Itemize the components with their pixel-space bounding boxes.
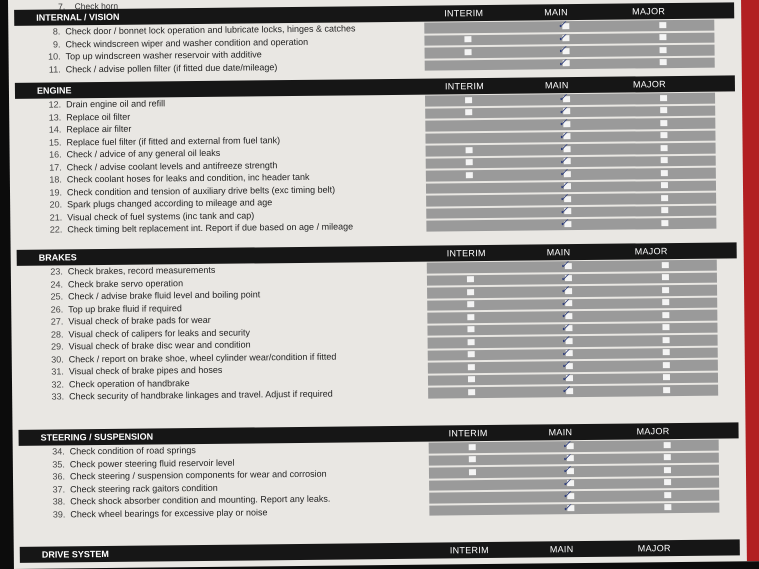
tick-mark-icon: ✓	[559, 271, 570, 284]
section-title: STEERING / SUSPENSION	[40, 431, 154, 443]
tick-mark-icon: ✓	[561, 384, 571, 397]
item-number: 32.	[51, 378, 65, 390]
tick-mark-icon: ✓	[562, 501, 572, 514]
section-header	[20, 539, 740, 563]
tick-mark-icon: ✓	[559, 204, 569, 217]
item-label: Check operation of handbrake	[68, 377, 190, 389]
item-number: 14.	[48, 124, 62, 135]
item-number: 19.	[49, 186, 63, 198]
column-header-interim: INTERIM	[449, 544, 489, 556]
section-title: INTERNAL / VISION	[36, 11, 120, 23]
item-label: Visual check of brake pipes and hoses	[68, 364, 223, 377]
column-header-main: MAIN	[544, 7, 568, 18]
item-label: Check condition of road springs	[69, 445, 196, 457]
major-checkbox[interactable]	[661, 157, 668, 163]
top-item-num: 7.	[58, 1, 66, 12]
item-label: Replace air filter	[66, 123, 132, 135]
item-number: 26.	[50, 303, 64, 315]
interim-checkbox[interactable]	[469, 456, 476, 462]
top-item-label: Check horn	[74, 0, 119, 12]
item-number: 13.	[48, 111, 62, 123]
tick-mark-icon: ✓	[558, 167, 569, 180]
major-checkbox[interactable]	[664, 467, 671, 473]
item-number: 21.	[49, 211, 63, 223]
item-number: 22.	[49, 224, 63, 235]
item-number: 30.	[51, 353, 64, 365]
interim-checkbox[interactable]	[466, 159, 473, 165]
item-number: 15.	[48, 136, 62, 148]
item-number: 12.	[48, 99, 62, 110]
interim-checkbox[interactable]	[465, 109, 472, 115]
item-label: Drain engine oil and refill	[66, 98, 166, 110]
column-header-major: MAJOR	[634, 246, 668, 257]
interim-checkbox[interactable]	[465, 97, 472, 103]
section-title: BRAKES	[38, 252, 77, 263]
major-checkbox[interactable]	[663, 362, 670, 368]
section-3	[19, 422, 740, 521]
item-label: Check power steering fluid reservoir level	[69, 457, 235, 469]
item-label: Check / advice of any general oil leaks	[66, 147, 221, 160]
item-number: 33.	[51, 391, 65, 402]
tick-mark-icon: ✓	[562, 476, 572, 489]
interim-checkbox[interactable]	[469, 469, 476, 475]
interim-checkbox[interactable]	[468, 389, 475, 395]
section-title: ENGINE	[36, 85, 72, 96]
item-label: Check / advise coolant levels and antifreeze strength	[66, 159, 278, 172]
item-label: Check wheel bearings for excessive play or noise	[70, 506, 268, 519]
major-checkbox[interactable]	[662, 299, 669, 305]
major-checkbox[interactable]	[661, 220, 668, 226]
tick-mark-icon: ✓	[559, 217, 569, 230]
section-title: DRIVE SYSTEM	[41, 548, 109, 560]
tick-mark-icon: ✓	[560, 321, 570, 334]
column-header-major: MAJOR	[637, 543, 671, 554]
major-checkbox[interactable]	[662, 324, 669, 330]
interim-checkbox[interactable]	[468, 339, 475, 345]
tick-mark-icon: ✓	[560, 284, 570, 297]
item-label: Check brake servo operation	[67, 277, 184, 289]
major-checkbox[interactable]	[663, 337, 670, 343]
item-number: 28.	[50, 328, 64, 340]
item-label: Visual check of fuel systems (inc tank and cap)	[67, 209, 255, 222]
major-checkbox[interactable]	[661, 170, 668, 176]
major-checkbox[interactable]	[662, 287, 669, 293]
item-label: Check condition and tension of auxiliary drive belts (exc timing belt)	[66, 184, 336, 197]
tick-mark-icon: ✓	[557, 92, 568, 105]
major-checkbox[interactable]	[660, 107, 667, 113]
item-label: Check / advise brake fluid level and boiling point	[68, 289, 261, 302]
tick-mark-icon: ✓	[558, 154, 568, 167]
major-checkbox[interactable]	[661, 145, 668, 151]
item-number: 8.	[52, 26, 61, 37]
item-label: Check steering rack gaitors condition	[70, 482, 218, 494]
section-2	[17, 242, 739, 403]
interim-checkbox[interactable]	[464, 36, 471, 42]
major-checkbox[interactable]	[659, 34, 666, 40]
major-checkbox[interactable]	[659, 22, 666, 28]
item-label: Check coolant hoses for leaks and condition, inc header tank	[66, 171, 310, 185]
service-checklist-sheet	[8, 0, 759, 569]
column-header-interim: INTERIM	[444, 8, 484, 19]
tick-mark-icon: ✓	[558, 142, 568, 155]
tick-mark-icon: ✓	[561, 451, 572, 464]
interim-checkbox[interactable]	[468, 376, 475, 382]
item-number: 18.	[49, 174, 62, 185]
item-label: Check brakes, record measurements	[67, 264, 216, 277]
item-number: 16.	[49, 149, 62, 160]
tick-mark-icon: ✓	[559, 259, 570, 272]
item-number: 24.	[50, 278, 64, 290]
item-number: 25.	[50, 291, 64, 302]
item-number: 9.	[52, 38, 61, 50]
interim-checkbox[interactable]	[466, 172, 473, 178]
major-checkbox[interactable]	[661, 207, 668, 213]
item-label: Top up brake fluid if required	[68, 302, 182, 314]
red-page-edge	[741, 0, 759, 561]
column-header-major: MAJOR	[636, 426, 670, 437]
item-label: Visual check of calipers for leaks and security	[68, 326, 250, 339]
item-number: 31.	[51, 366, 64, 377]
major-checkbox[interactable]	[663, 349, 670, 355]
interim-checkbox[interactable]	[468, 351, 475, 357]
item-number: 17.	[49, 161, 62, 173]
major-checkbox[interactable]	[661, 195, 668, 201]
major-checkbox[interactable]	[660, 120, 667, 126]
column-header-main: MAIN	[549, 544, 574, 555]
major-checkbox[interactable]	[660, 47, 667, 53]
column-header-major: MAJOR	[632, 6, 666, 17]
item-number: 23.	[50, 266, 63, 277]
item-number: 39.	[52, 508, 66, 520]
interim-checkbox[interactable]	[467, 314, 474, 320]
item-number: 34.	[52, 446, 65, 457]
item-label: Check windscreen wiper and washer condition and operation	[65, 36, 309, 49]
section-4	[20, 539, 740, 563]
item-number: 35.	[52, 458, 65, 470]
interim-checkbox[interactable]	[469, 444, 476, 450]
tick-mark-icon: ✓	[560, 371, 571, 384]
item-label: Check shock absorber condition and mounting. Report any leaks.	[70, 493, 331, 507]
item-label: Visual check of brake pads for wear	[68, 314, 211, 327]
item-label: Check / report on brake shoe, wheel cylinder wear/condition if fitted	[68, 351, 337, 364]
interim-checkbox[interactable]	[467, 301, 474, 307]
item-number: 38.	[52, 496, 66, 507]
item-label: Top up windscreen washer reservoir with additive	[65, 49, 262, 62]
major-checkbox[interactable]	[664, 442, 671, 448]
item-number: 36.	[52, 471, 66, 482]
column-header-main: MAIN	[546, 247, 571, 258]
column-header-main: MAIN	[548, 427, 573, 438]
major-checkbox[interactable]	[663, 387, 670, 393]
tick-mark-icon: ✓	[560, 346, 571, 359]
interim-checkbox[interactable]	[467, 289, 474, 295]
major-checkbox[interactable]	[660, 59, 667, 65]
item-label: Check door / bonnet lock operation and lubricate locks, hinges & catches	[65, 23, 356, 37]
tick-mark-icon: ✓	[560, 309, 570, 322]
item-label: Check timing belt replacement int. Report if due based on age / mileage	[67, 221, 354, 235]
item-number: 37.	[52, 483, 66, 495]
item-label: Check security of handbrake linkages and travel. Adjust if required	[69, 388, 333, 402]
major-checkbox[interactable]	[664, 454, 671, 460]
major-checkbox[interactable]	[661, 182, 668, 188]
item-number: 11.	[48, 63, 61, 75]
tick-mark-icon: ✓	[561, 464, 572, 477]
major-checkbox[interactable]	[660, 95, 667, 101]
tick-mark-icon: ✓	[559, 192, 569, 205]
section-0	[14, 2, 735, 76]
item-label: Replace fuel filter (if fitted and external from fuel tank)	[66, 134, 281, 147]
item-number: 27.	[50, 316, 64, 327]
item-label: Spark plugs changed according to mileage and age	[67, 197, 273, 210]
item-number: 10.	[48, 51, 61, 62]
tick-mark-icon: ✓	[558, 179, 569, 192]
column-header-interim: INTERIM	[448, 428, 488, 439]
major-checkbox[interactable]	[660, 132, 667, 138]
interim-checkbox[interactable]	[467, 326, 474, 332]
item-label: Check steering / suspension components for wear and corrosion	[69, 468, 327, 482]
interim-checkbox[interactable]	[465, 49, 472, 55]
tick-mark-icon: ✓	[558, 129, 568, 142]
major-checkbox[interactable]	[663, 374, 670, 380]
tick-mark-icon: ✓	[557, 56, 567, 69]
interim-checkbox[interactable]	[467, 276, 474, 282]
column-header-interim: INTERIM	[446, 248, 486, 259]
interim-checkbox[interactable]	[468, 364, 475, 370]
column-header-major: MAJOR	[632, 79, 666, 90]
tick-mark-icon: ✓	[557, 31, 567, 44]
column-header-interim: INTERIM	[444, 81, 485, 92]
tick-mark-icon: ✓	[561, 439, 571, 452]
major-checkbox[interactable]	[664, 479, 671, 485]
major-checkbox[interactable]	[664, 504, 671, 510]
interim-checkbox[interactable]	[466, 147, 473, 153]
major-checkbox[interactable]	[662, 312, 669, 318]
tick-mark-icon: ✓	[560, 334, 570, 347]
major-checkbox[interactable]	[664, 492, 671, 498]
tick-mark-icon: ✓	[557, 44, 567, 57]
major-checkbox[interactable]	[662, 262, 669, 268]
item-label: Check / advise pollen filter (if fitted due date/mileage)	[65, 61, 278, 74]
tick-mark-icon: ✓	[558, 117, 568, 130]
item-label: Replace oil filter	[66, 111, 131, 122]
tick-mark-icon: ✓	[560, 296, 570, 309]
tick-mark-icon: ✓	[558, 104, 568, 117]
item-number: 29.	[51, 341, 64, 352]
column-header-main: MAIN	[544, 80, 569, 91]
tick-mark-icon: ✓	[562, 489, 572, 502]
item-label: Visual check of brake disc wear and condition	[68, 339, 251, 352]
tick-mark-icon: ✓	[560, 359, 571, 372]
section-1	[15, 75, 737, 236]
major-checkbox[interactable]	[662, 274, 669, 280]
tick-mark-icon: ✓	[557, 19, 567, 32]
item-number: 20.	[49, 199, 63, 210]
